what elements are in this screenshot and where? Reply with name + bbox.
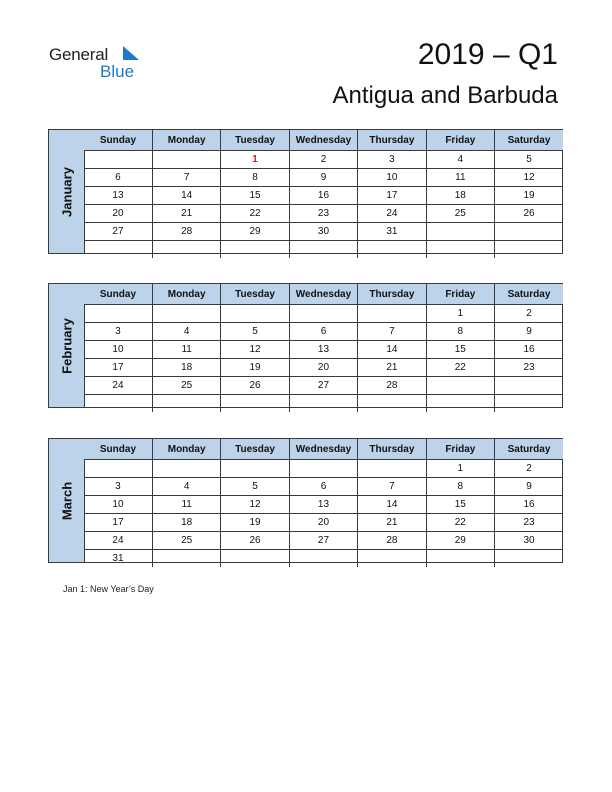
day-cell: 26 xyxy=(221,532,289,550)
empty-day-cell xyxy=(152,305,220,323)
logo-blue-text: Blue xyxy=(100,62,135,81)
day-cell: 2 xyxy=(495,460,563,478)
day-cell: 21 xyxy=(358,359,426,377)
empty-day-cell xyxy=(289,305,357,323)
week-row xyxy=(84,478,563,496)
day-cell: 30 xyxy=(495,532,563,550)
empty-day-cell xyxy=(152,151,220,169)
weekday-header: Thursday xyxy=(358,439,426,460)
weekday-header: Sunday xyxy=(84,130,152,151)
day-cell: 16 xyxy=(289,187,357,205)
month-label-bar xyxy=(49,130,85,253)
month-calendar-march xyxy=(48,438,563,563)
day-cell: 5 xyxy=(495,151,563,169)
day-cell: 10 xyxy=(84,496,152,514)
day-cell: 30 xyxy=(289,223,357,241)
empty-day-cell xyxy=(84,241,152,259)
weekday-header: Tuesday xyxy=(221,284,289,305)
empty-day-cell xyxy=(426,395,494,413)
day-cell: 14 xyxy=(152,187,220,205)
empty-day-cell xyxy=(152,241,220,259)
day-cell: 25 xyxy=(152,377,220,395)
day-cell: 7 xyxy=(358,323,426,341)
month-calendar-january xyxy=(48,129,563,254)
month-label-bar xyxy=(49,284,85,407)
weekday-header: Thursday xyxy=(358,130,426,151)
day-cell: 6 xyxy=(289,478,357,496)
empty-day-cell xyxy=(426,377,494,395)
empty-day-cell xyxy=(84,395,152,413)
empty-day-cell xyxy=(358,241,426,259)
page-title: 2019 – Q1 xyxy=(417,38,558,71)
day-cell: 8 xyxy=(426,478,494,496)
day-cell: 4 xyxy=(426,151,494,169)
empty-day-cell xyxy=(358,550,426,568)
weekday-header: Sunday xyxy=(84,439,152,460)
month-name: February xyxy=(59,317,74,374)
day-cell: 25 xyxy=(426,205,494,223)
day-cell: 1 xyxy=(426,305,494,323)
day-cell: 29 xyxy=(221,223,289,241)
month-name: March xyxy=(59,481,74,520)
day-cell: 20 xyxy=(84,205,152,223)
day-cell: 16 xyxy=(495,496,563,514)
day-cell: 12 xyxy=(495,169,563,187)
day-cell: 17 xyxy=(84,514,152,532)
day-cell: 12 xyxy=(221,496,289,514)
day-cell: 21 xyxy=(152,205,220,223)
empty-day-cell xyxy=(84,151,152,169)
day-cell: 14 xyxy=(358,341,426,359)
day-cell: 9 xyxy=(289,169,357,187)
weekday-header: Sunday xyxy=(84,284,152,305)
weekday-header: Wednesday xyxy=(289,284,357,305)
day-cell: 23 xyxy=(495,514,563,532)
empty-day-cell xyxy=(221,395,289,413)
empty-day-cell xyxy=(495,223,563,241)
day-cell: 23 xyxy=(289,205,357,223)
day-cell: 10 xyxy=(84,341,152,359)
day-cell: 23 xyxy=(495,359,563,377)
month-grid xyxy=(84,439,563,567)
empty-day-cell xyxy=(289,460,357,478)
weekday-header: Thursday xyxy=(358,284,426,305)
day-cell: 19 xyxy=(221,514,289,532)
day-cell: 25 xyxy=(152,532,220,550)
day-cell: 1 xyxy=(426,460,494,478)
weekday-header-row xyxy=(84,130,563,151)
day-cell: 28 xyxy=(358,377,426,395)
generalblue-logo xyxy=(48,44,158,84)
week-row xyxy=(84,514,563,532)
day-cell: 19 xyxy=(221,359,289,377)
weekday-header: Friday xyxy=(426,130,494,151)
logo-general-text: General xyxy=(49,45,109,64)
empty-day-cell xyxy=(358,395,426,413)
empty-day-cell xyxy=(495,550,563,568)
weekday-header-row xyxy=(84,439,563,460)
day-cell: 11 xyxy=(152,341,220,359)
month-grid xyxy=(84,130,563,258)
day-cell: 15 xyxy=(426,496,494,514)
day-cell: 31 xyxy=(358,223,426,241)
weekday-header: Tuesday xyxy=(221,439,289,460)
day-cell: 9 xyxy=(495,323,563,341)
empty-day-cell xyxy=(358,305,426,323)
empty-day-cell xyxy=(289,395,357,413)
day-cell: 22 xyxy=(221,205,289,223)
day-cell: 15 xyxy=(221,187,289,205)
month-name: January xyxy=(59,166,74,217)
day-cell: 7 xyxy=(152,169,220,187)
day-cell: 11 xyxy=(426,169,494,187)
country-title: Antigua and Barbuda xyxy=(332,82,558,109)
day-cell: 3 xyxy=(84,323,152,341)
empty-day-cell xyxy=(221,460,289,478)
day-cell: 6 xyxy=(84,169,152,187)
holiday-note: Jan 1: New Year’s Day xyxy=(63,584,154,594)
empty-day-cell xyxy=(495,377,563,395)
day-cell: 20 xyxy=(289,514,357,532)
day-cell: 4 xyxy=(152,478,220,496)
weekday-header: Tuesday xyxy=(221,130,289,151)
weekday-header: Monday xyxy=(152,130,220,151)
empty-day-cell xyxy=(152,460,220,478)
empty-day-cell xyxy=(426,241,494,259)
empty-day-cell xyxy=(152,395,220,413)
day-cell: 18 xyxy=(152,514,220,532)
logo-triangle-icon xyxy=(123,46,141,62)
week-row xyxy=(84,305,563,323)
day-cell: 31 xyxy=(84,550,152,568)
weekday-header: Monday xyxy=(152,284,220,305)
week-row xyxy=(84,169,563,187)
week-row xyxy=(84,460,563,478)
day-cell: 7 xyxy=(358,478,426,496)
empty-day-cell xyxy=(221,241,289,259)
empty-day-cell xyxy=(221,305,289,323)
weekday-header: Monday xyxy=(152,439,220,460)
weekday-header-row xyxy=(84,284,563,305)
day-cell: 3 xyxy=(358,151,426,169)
day-cell: 5 xyxy=(221,323,289,341)
weekday-header: Saturday xyxy=(495,284,563,305)
weekday-header: Friday xyxy=(426,439,494,460)
week-row xyxy=(84,550,563,568)
day-cell: 24 xyxy=(358,205,426,223)
month-calendar-february xyxy=(48,283,563,408)
day-cell: 2 xyxy=(495,305,563,323)
day-cell: 12 xyxy=(221,341,289,359)
empty-day-cell xyxy=(495,241,563,259)
week-row xyxy=(84,377,563,395)
day-cell: 20 xyxy=(289,359,357,377)
day-cell: 27 xyxy=(289,532,357,550)
week-row xyxy=(84,187,563,205)
day-cell: 13 xyxy=(289,496,357,514)
day-cell: 18 xyxy=(426,187,494,205)
empty-day-cell xyxy=(426,550,494,568)
day-cell: 2 xyxy=(289,151,357,169)
day-cell: 18 xyxy=(152,359,220,377)
empty-day-cell xyxy=(84,460,152,478)
day-cell: 26 xyxy=(495,205,563,223)
weekday-header: Wednesday xyxy=(289,130,357,151)
empty-day-cell xyxy=(84,305,152,323)
week-row xyxy=(84,205,563,223)
day-cell: 24 xyxy=(84,377,152,395)
day-cell: 24 xyxy=(84,532,152,550)
week-row xyxy=(84,395,563,413)
day-cell: 21 xyxy=(358,514,426,532)
day-cell: 11 xyxy=(152,496,220,514)
week-row xyxy=(84,323,563,341)
week-row xyxy=(84,341,563,359)
day-cell: 19 xyxy=(495,187,563,205)
empty-day-cell xyxy=(358,460,426,478)
day-cell: 27 xyxy=(289,377,357,395)
week-row xyxy=(84,359,563,377)
week-row xyxy=(84,496,563,514)
day-cell: 13 xyxy=(84,187,152,205)
day-cell: 28 xyxy=(358,532,426,550)
week-row xyxy=(84,241,563,259)
day-cell: 27 xyxy=(84,223,152,241)
day-cell: 8 xyxy=(221,169,289,187)
day-cell: 10 xyxy=(358,169,426,187)
day-cell: 8 xyxy=(426,323,494,341)
day-cell: 17 xyxy=(84,359,152,377)
week-row xyxy=(84,223,563,241)
day-cell: 22 xyxy=(426,359,494,377)
empty-day-cell xyxy=(289,241,357,259)
day-cell: 14 xyxy=(358,496,426,514)
empty-day-cell xyxy=(221,550,289,568)
empty-day-cell xyxy=(152,550,220,568)
day-cell: 9 xyxy=(495,478,563,496)
day-cell: 5 xyxy=(221,478,289,496)
week-row xyxy=(84,151,563,169)
day-cell: 22 xyxy=(426,514,494,532)
weekday-header: Friday xyxy=(426,284,494,305)
day-cell: 13 xyxy=(289,341,357,359)
weekday-header: Wednesday xyxy=(289,439,357,460)
day-cell: 26 xyxy=(221,377,289,395)
day-cell: 1 xyxy=(221,151,289,169)
day-cell: 28 xyxy=(152,223,220,241)
month-label-bar xyxy=(49,439,85,562)
empty-day-cell xyxy=(426,223,494,241)
day-cell: 29 xyxy=(426,532,494,550)
day-cell: 6 xyxy=(289,323,357,341)
day-cell: 16 xyxy=(495,341,563,359)
week-row xyxy=(84,532,563,550)
month-grid xyxy=(84,284,563,412)
weekday-header: Saturday xyxy=(495,439,563,460)
day-cell: 17 xyxy=(358,187,426,205)
empty-day-cell xyxy=(289,550,357,568)
day-cell: 15 xyxy=(426,341,494,359)
weekday-header: Saturday xyxy=(495,130,563,151)
empty-day-cell xyxy=(495,395,563,413)
day-cell: 4 xyxy=(152,323,220,341)
day-cell: 3 xyxy=(84,478,152,496)
